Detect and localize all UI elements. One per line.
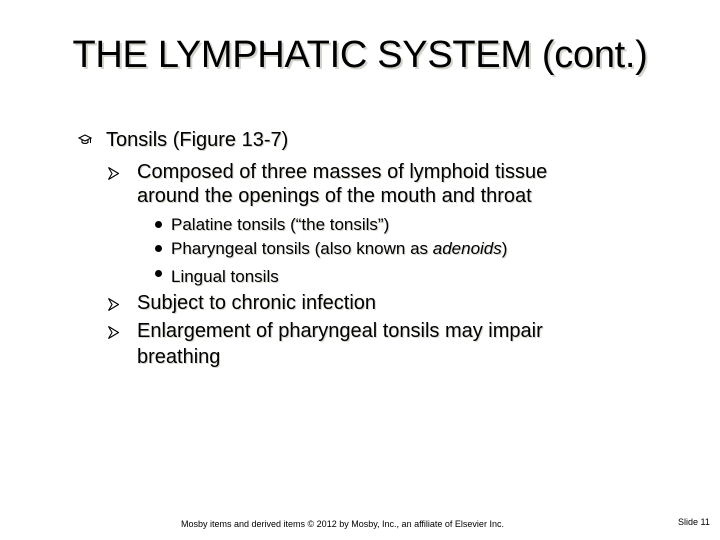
arrowhead-bullet-icon (108, 326, 119, 339)
slide-title: THE LYMPHATIC SYSTEM (cont.) (72, 34, 648, 76)
copyright-footer: Mosby items and derived items © 2012 by Mosby, Inc., an affiliate of Elsevier Inc. (181, 519, 504, 529)
mortarboard-bullet-icon (78, 133, 92, 147)
arrowhead-bullet-icon (108, 298, 119, 311)
arrowhead-bullet-icon (108, 167, 119, 180)
slide-number: Slide 11 (678, 517, 710, 527)
dot-bullet-icon (155, 270, 162, 277)
adenoids-term: adenoids (432, 239, 502, 258)
dot-bullet-icon (155, 245, 162, 252)
tonsil-type-pharyngeal-text: Pharyngeal tonsils (also known as (171, 239, 433, 258)
point-1-line-1: Composed of three masses of lymphoid tissue (137, 161, 548, 183)
point-1-line-2: around the openings of the mouth and throat (137, 185, 532, 207)
point-2: Subject to chronic infection (137, 292, 377, 314)
point-3-line-1: Enlargement of pharyngeal tonsils may impair (137, 320, 543, 342)
tonsil-type-palatine: Palatine tonsils (“the tonsils”) (171, 215, 390, 234)
main-bullet-text: Tonsils (Figure 13-7) (106, 129, 289, 151)
dot-bullet-icon (155, 221, 162, 228)
tonsil-type-lingual: Lingual tonsils (171, 267, 279, 286)
point-3-line-2: breathing (137, 346, 221, 368)
tonsil-type-pharyngeal-close: ) (501, 239, 508, 258)
tonsil-type-pharyngeal (171, 235, 507, 262)
